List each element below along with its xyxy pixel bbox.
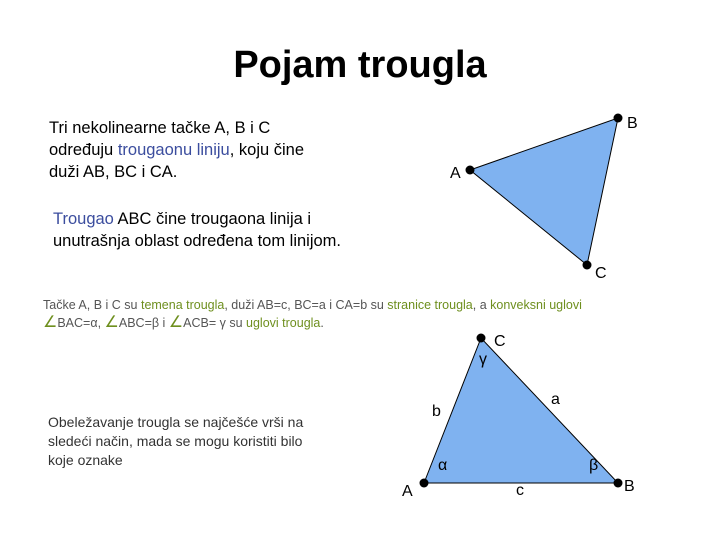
vertex-a-dot	[466, 166, 475, 175]
side-a-label: a	[551, 391, 560, 408]
angle-acb-text: ACB= γ su	[183, 316, 247, 330]
term-triangular-line: trougaonu liniju	[117, 141, 230, 159]
triangle-abc-top	[450, 114, 638, 283]
term-triangle-angles: uglovi trougla	[246, 316, 321, 330]
vertex-b-label: B	[624, 478, 635, 495]
intro-line-1: Tri nekolinearne tačke A, B i C	[49, 119, 271, 137]
angle-symbol-icon: ∠	[43, 314, 58, 331]
notation-line-3: koje oznake	[48, 452, 123, 468]
vertex-a-label: A	[450, 165, 461, 182]
slide-title: Pojam trougla	[233, 44, 487, 86]
angle-alpha-label: α	[438, 457, 448, 474]
vertex-b-dot	[614, 114, 623, 123]
angle-symbol-icon: ∠	[168, 314, 184, 331]
angle-symbol-icon: ∠	[104, 314, 119, 331]
vertex-c-label: C	[494, 333, 506, 350]
intro-line-2-post: , koju čine	[229, 141, 305, 159]
angle-beta-label: β	[589, 457, 599, 474]
term-convex-angles: konveksni uglovi	[490, 298, 582, 312]
definition-line-2: unutrašnja oblast određena tom linijom.	[53, 232, 342, 250]
notation-line-1: Obeležavanje trougla se najčešće vrši na	[48, 414, 304, 430]
definition-line-1-rest: ABC čine trougaona linija i	[113, 210, 312, 228]
side-c-label: c	[516, 482, 524, 499]
intro-line-2-pre: određuju	[49, 141, 118, 159]
vertex-a-label: A	[402, 483, 413, 500]
vertex-c-dot	[583, 261, 592, 270]
elements-text-1: Tačke A, B i C su	[43, 298, 141, 312]
angle-gamma-label: γ	[479, 351, 487, 368]
elements-text-2: , duži AB=c, BC=a i CA=b su	[224, 298, 388, 312]
vertex-b-label: B	[627, 115, 638, 132]
triangle-abc-labeled	[402, 333, 635, 500]
vertex-c-label: C	[595, 265, 607, 282]
term-vertices: temena trougla	[140, 298, 225, 312]
angle-abc-text: ABC=β i	[118, 316, 169, 330]
side-b-label: b	[432, 403, 441, 420]
vertex-b-dot	[614, 479, 623, 488]
term-sides: stranice trougla	[387, 298, 473, 312]
term-triangle: Trougao	[53, 210, 114, 228]
triangle-1-shape	[470, 118, 618, 265]
elements-text-end: .	[320, 316, 324, 330]
intro-line-3: duži AB, BC i CA.	[49, 163, 178, 181]
vertex-c-dot	[477, 334, 486, 343]
elements-text-3: , a	[472, 298, 491, 312]
vertex-a-dot	[420, 479, 429, 488]
angle-bac-text: BAC=α,	[57, 316, 105, 330]
notation-line-2: sledeći način, mada se mogu koristiti bilo	[48, 433, 303, 449]
